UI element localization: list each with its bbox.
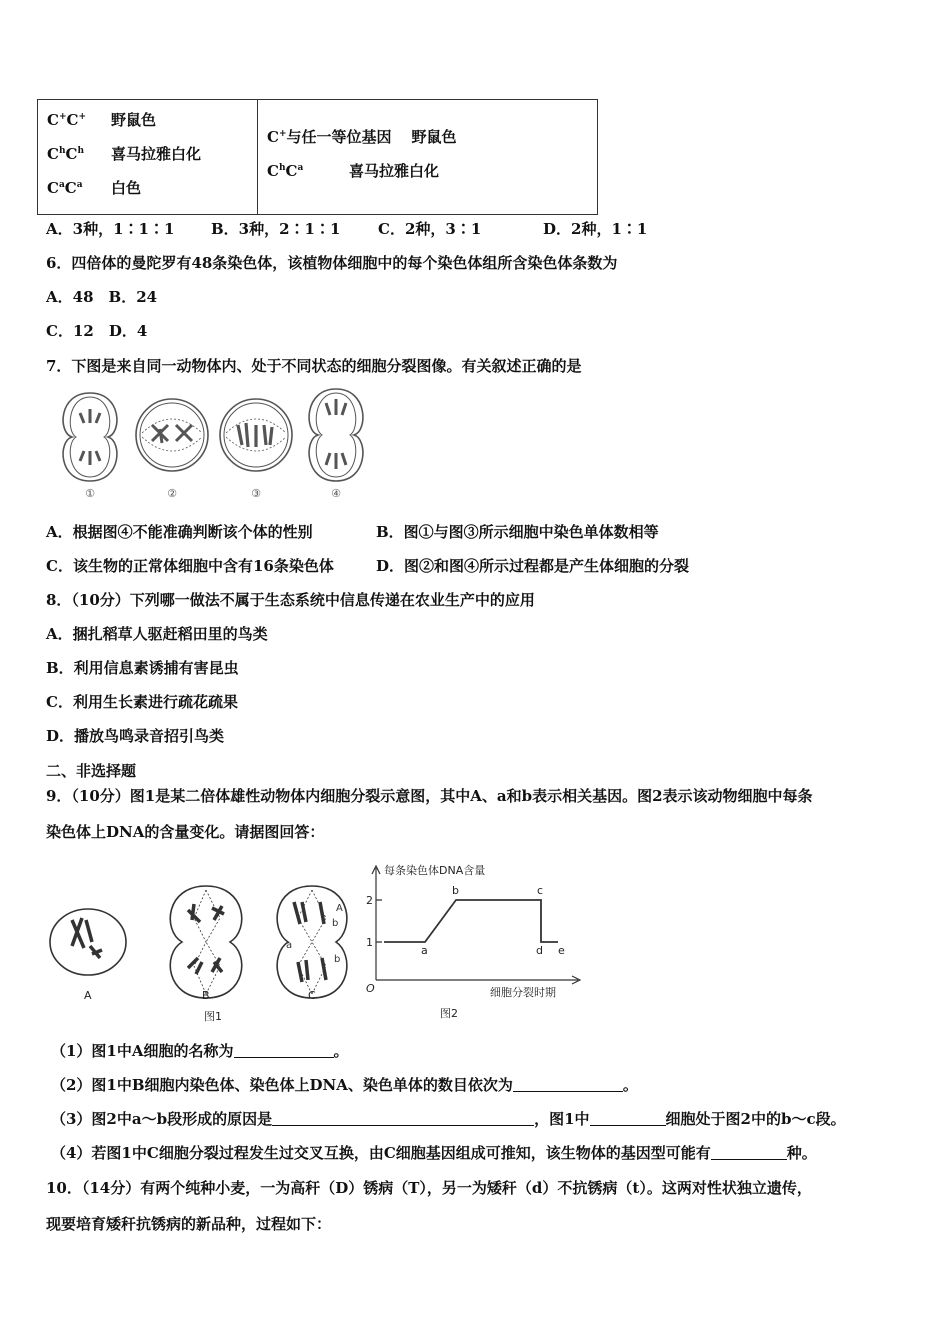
q7-cell-division-figure xyxy=(50,385,380,503)
q9-sub1: （1）图1中A细胞的名称为 。 xyxy=(51,1042,349,1060)
fig2-y-axis xyxy=(372,866,380,980)
q10-stem-line1: 10．（14分）有两个纯种小麦，一为高秆（D）锈病（T），另一为矮秆（d）不抗锈病（t）。这两对性状独立遗传， xyxy=(46,1179,812,1197)
q5-option-a: A．3种，1∶1∶1 xyxy=(46,220,175,238)
answer-blank-4[interactable] xyxy=(590,1110,666,1126)
q7-option-b: B．图①与图③所示细胞中染色单体数相等 xyxy=(376,523,659,541)
fig1-label-c: C xyxy=(308,989,316,1002)
q8-option-d: D．播放鸟鸣录音招引鸟类 xyxy=(46,727,225,745)
fig2-ytick-1: 1 xyxy=(366,936,373,949)
q7-options-row2 xyxy=(46,556,689,576)
fig2-x-axis xyxy=(376,976,580,984)
q8-stem: 8．（10分）下列哪一做法不属于生态系统中信息传递在农业生产中的应用 xyxy=(46,591,535,609)
gene-label-4: b xyxy=(334,954,341,965)
fig-label-1: ① xyxy=(85,487,95,500)
table-row-left-2: $C^hC^h$ 喜马拉雅白化 xyxy=(47,145,202,163)
q5-options xyxy=(46,219,647,239)
fig1-label-b: B xyxy=(202,989,210,1002)
fig-label-2: ② xyxy=(167,487,177,500)
q6-options-row2: C．12 D．4 xyxy=(46,322,148,340)
genotype-table xyxy=(37,99,598,215)
fig2-point-d: d xyxy=(536,944,543,957)
q7-stem: 7．下图是来自同一动物体内、处于不同状态的细胞分裂图像。有关叙述正确的是 xyxy=(46,357,582,375)
answer-blank-3[interactable] xyxy=(272,1110,534,1126)
q5-option-d: D．2种，1∶1 xyxy=(543,220,648,238)
fig1-label-a: A xyxy=(84,989,92,1002)
fig2-ylabel: 每条染色体DNA含量 xyxy=(384,864,486,877)
fig-label-4: ④ xyxy=(331,487,341,500)
q6-stem: 6．四倍体的曼陀罗有48条染色体，该植物体细胞中的每个染色体组所含染色体条数为 xyxy=(46,254,618,272)
fig2-point-c: c xyxy=(537,884,544,897)
q9-stem-line2: 染色体上DNA的含量变化。请据图回答： xyxy=(46,823,325,841)
table-divider xyxy=(257,100,258,214)
gene-label-2: a xyxy=(286,940,293,951)
table-row-right-2: $C^hC^a$ 喜马拉雅白化 xyxy=(267,162,440,180)
q9-sub2: （2）图1中B细胞内染色体、染色体上DNA、染色单体的数目依次为 。 xyxy=(51,1076,638,1094)
fig1-cell-a xyxy=(50,909,126,975)
answer-blank-1[interactable] xyxy=(234,1042,334,1058)
fig-label-3: ③ xyxy=(251,487,261,500)
answer-blank-5[interactable] xyxy=(711,1144,787,1160)
fig2-xlabel: 细胞分裂时期 xyxy=(490,986,556,999)
q9-stem-line1: 9．（10分）图1是某二倍体雄性动物体内细胞分裂示意图，其中A、a和b表示相关基因。图2表示该动物细胞中每条 xyxy=(46,787,813,805)
q5-option-c: C．2种，3∶1 xyxy=(378,220,482,238)
table-row-left-1: C+C+ 野鼠色 xyxy=(47,111,157,129)
table-row-left-3: $C^aC^a$ 白色 xyxy=(47,179,142,197)
section-heading: 二、非选择题 xyxy=(46,762,137,780)
q8-option-c: C．利用生长素进行疏花疏果 xyxy=(46,693,238,711)
answer-blank-2[interactable] xyxy=(513,1076,623,1092)
cell-1-membrane xyxy=(63,393,117,481)
fig2-point-b: b xyxy=(452,884,459,897)
fig2-caption: 图2 xyxy=(440,1007,458,1020)
fig2-origin: O xyxy=(366,982,375,995)
gene-label-1: A xyxy=(336,903,343,914)
table-row-right-1: C+与任一等位基因 野鼠色 xyxy=(267,128,457,146)
fig2-ytick-2: 2 xyxy=(366,894,373,907)
cell-2-membrane xyxy=(136,399,208,471)
q10-stem-line2: 现要培育矮秆抗锈病的新品种，过程如下： xyxy=(46,1215,332,1233)
fig2-point-e: e xyxy=(558,944,565,957)
q7-option-a: A．根据图④不能准确判断该个体的性别 xyxy=(46,523,313,541)
q8-option-a: A．捆扎稻草人驱赶稻田里的鸟类 xyxy=(46,625,268,643)
q5-option-b: B．3种，2∶1∶1 xyxy=(211,220,341,238)
gene-label-3: b xyxy=(332,918,339,929)
fig2-dna-curve xyxy=(384,900,558,942)
q6-options-row1: A．48 B．24 xyxy=(46,288,158,306)
q7-option-d: D．图②和图④所示过程都是产生体细胞的分裂 xyxy=(376,557,690,575)
fig2-point-a: a xyxy=(421,944,428,957)
q9-sub3: （3）图2中a～b段形成的原因是 ，图1中 细胞处于图2中的b～c段。 xyxy=(51,1110,846,1128)
fig1-caption: 图1 xyxy=(204,1010,222,1023)
q9-sub4: （4）若图1中C细胞分裂过程发生过交叉互换，由C细胞基因组成可推知，该生物体的基因型可能有 种。 xyxy=(51,1144,817,1162)
q8-option-b: B．利用信息素诱捕有害昆虫 xyxy=(46,659,239,677)
q9-figures xyxy=(44,862,594,1027)
q7-options-row1 xyxy=(46,522,659,542)
q7-option-c: C．该生物的正常体细胞中含有16条染色体 xyxy=(46,557,334,575)
